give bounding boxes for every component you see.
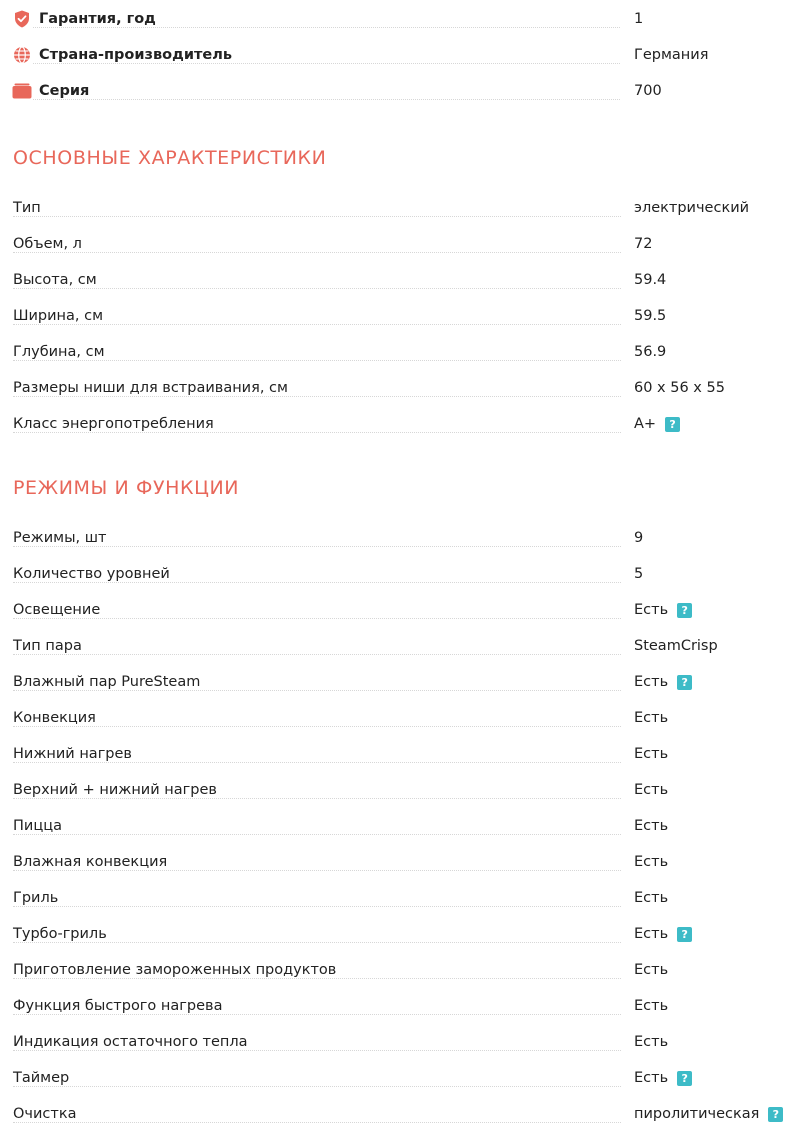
spec-label: Объем, л bbox=[13, 236, 90, 252]
spec-row bbox=[0, 556, 789, 592]
dotted-leader bbox=[13, 654, 621, 655]
spec-page bbox=[0, 1, 789, 1132]
spec-value: 59.4 bbox=[634, 272, 667, 288]
spec-label: Верхний + нижний нагрев bbox=[13, 782, 225, 798]
dotted-leader bbox=[13, 942, 621, 943]
spec-row-series bbox=[0, 73, 789, 109]
spec-label: Индикация остаточного тепла bbox=[13, 1034, 256, 1050]
spec-value-cell bbox=[634, 226, 652, 262]
dotted-leader bbox=[13, 978, 621, 979]
spec-row bbox=[0, 844, 789, 880]
spec-label: Страна-производитель bbox=[39, 47, 240, 63]
dotted-leader bbox=[13, 618, 621, 619]
spec-value: 56.9 bbox=[634, 344, 667, 360]
spec-row-warranty bbox=[0, 1, 789, 37]
spec-value: Есть bbox=[634, 890, 669, 906]
spec-value: 9 bbox=[634, 530, 644, 546]
dotted-leader bbox=[13, 432, 621, 433]
spec-value: Есть bbox=[634, 746, 669, 762]
help-tooltip-icon[interactable]: ? bbox=[665, 417, 680, 432]
spec-row bbox=[0, 370, 789, 406]
help-tooltip-icon[interactable]: ? bbox=[677, 1071, 692, 1086]
spec-label: Серия bbox=[39, 83, 97, 99]
spec-value-cell bbox=[634, 190, 749, 226]
spec-row bbox=[0, 952, 789, 988]
spec-row bbox=[0, 592, 789, 628]
spec-label: Нижний нагрев bbox=[13, 746, 140, 762]
dotted-leader bbox=[13, 834, 621, 835]
spec-row-country bbox=[0, 37, 789, 73]
spec-row bbox=[0, 664, 789, 700]
spec-value: 5 bbox=[634, 566, 644, 582]
spec-value-cell bbox=[634, 808, 668, 844]
spec-value: SteamCrisp bbox=[634, 638, 718, 654]
spec-label: Очистка bbox=[13, 1106, 84, 1122]
dotted-leader bbox=[13, 396, 621, 397]
spec-label: Высота, см bbox=[13, 272, 105, 288]
spec-label: Функция быстрого нагрева bbox=[13, 998, 230, 1014]
dotted-leader bbox=[13, 1014, 621, 1015]
spec-value: 700 bbox=[634, 83, 662, 99]
section-modes-functions bbox=[0, 473, 789, 1132]
dotted-leader bbox=[13, 216, 621, 217]
spec-value: пиролитическая bbox=[634, 1106, 760, 1122]
spec-label: Освещение bbox=[13, 602, 108, 618]
spec-value-cell bbox=[634, 952, 668, 988]
spec-value: 72 bbox=[634, 236, 653, 252]
spec-value: А+ bbox=[634, 416, 657, 432]
spec-value: Есть bbox=[634, 926, 669, 942]
dotted-leader bbox=[13, 870, 621, 871]
spec-label: Гарантия, год bbox=[39, 11, 164, 27]
spec-value: Есть bbox=[634, 962, 669, 978]
spec-list bbox=[0, 520, 789, 1132]
spec-row bbox=[0, 262, 789, 298]
spec-value: Есть bbox=[634, 1070, 669, 1086]
dotted-leader bbox=[13, 546, 621, 547]
spec-value-cell bbox=[634, 844, 668, 880]
spec-label: Ширина, см bbox=[13, 308, 111, 324]
spec-label: Режимы, шт bbox=[13, 530, 114, 546]
spec-value: Есть bbox=[634, 710, 669, 726]
help-tooltip-icon[interactable]: ? bbox=[677, 675, 692, 690]
spec-value-cell bbox=[634, 556, 643, 592]
dotted-leader bbox=[13, 252, 621, 253]
spec-row bbox=[0, 190, 789, 226]
help-tooltip-icon[interactable]: ? bbox=[677, 927, 692, 942]
spec-value-cell bbox=[634, 664, 692, 700]
spec-value: 60 х 56 х 55 bbox=[634, 380, 725, 396]
spec-value-cell bbox=[634, 334, 666, 370]
spec-row bbox=[0, 772, 789, 808]
spec-value: Есть bbox=[634, 782, 669, 798]
dotted-leader bbox=[12, 27, 620, 28]
spec-label: Гриль bbox=[13, 890, 66, 906]
spec-value-cell bbox=[634, 592, 692, 628]
spec-list bbox=[0, 190, 789, 442]
spec-value: Есть bbox=[634, 1034, 669, 1050]
spec-row bbox=[0, 880, 789, 916]
spec-value: Есть bbox=[634, 674, 669, 690]
key-specs bbox=[0, 1, 789, 109]
spec-value-cell bbox=[634, 1096, 783, 1132]
spec-row bbox=[0, 1096, 789, 1132]
globe-icon bbox=[12, 45, 32, 65]
spec-value: Есть bbox=[634, 602, 669, 618]
dotted-leader bbox=[13, 582, 621, 583]
spec-value-cell bbox=[634, 880, 668, 916]
spec-row bbox=[0, 334, 789, 370]
spec-value-cell bbox=[634, 916, 692, 952]
spec-label: Пицца bbox=[13, 818, 70, 834]
dotted-leader bbox=[13, 1086, 621, 1087]
spec-value-cell bbox=[634, 628, 718, 664]
spec-value-cell bbox=[634, 736, 668, 772]
spec-row bbox=[0, 1060, 789, 1096]
spec-row bbox=[0, 916, 789, 952]
spec-label: Влажная конвекция bbox=[13, 854, 175, 870]
dotted-leader bbox=[13, 906, 621, 907]
dotted-leader bbox=[13, 1122, 621, 1123]
spec-label: Конвекция bbox=[13, 710, 104, 726]
spec-label: Влажный пар PureSteam bbox=[13, 674, 208, 690]
dotted-leader bbox=[13, 360, 621, 361]
spec-row bbox=[0, 406, 789, 442]
spec-value: Есть bbox=[634, 854, 669, 870]
help-tooltip-icon[interactable]: ? bbox=[677, 603, 692, 618]
section-title: ОСНОВНЫЕ ХАРАКТЕРИСТИКИ bbox=[13, 147, 327, 169]
spec-value: Германия bbox=[634, 47, 709, 63]
spec-row bbox=[0, 226, 789, 262]
spec-value: 59.5 bbox=[634, 308, 667, 324]
dotted-leader bbox=[12, 99, 620, 100]
dotted-leader bbox=[12, 63, 620, 64]
spec-value-cell bbox=[634, 262, 666, 298]
spec-label: Количество уровней bbox=[13, 566, 178, 582]
spec-label: Турбо-гриль bbox=[13, 926, 115, 942]
dotted-leader bbox=[13, 726, 621, 727]
spec-value-cell bbox=[634, 1060, 692, 1096]
spec-row bbox=[0, 520, 789, 556]
dotted-leader bbox=[13, 690, 621, 691]
spec-value-cell bbox=[634, 520, 643, 556]
spec-label: Размеры ниши для встраивания, см bbox=[13, 380, 296, 396]
spec-label: Таймер bbox=[13, 1070, 77, 1086]
spec-row bbox=[0, 1024, 789, 1060]
spec-value: электрический bbox=[634, 200, 750, 216]
spec-value: Есть bbox=[634, 998, 669, 1014]
spec-row bbox=[0, 700, 789, 736]
section-main-characteristics bbox=[0, 143, 789, 442]
spec-value: Есть bbox=[634, 818, 669, 834]
spec-value-cell bbox=[634, 988, 668, 1024]
shield-check-icon bbox=[12, 9, 32, 29]
spec-row bbox=[0, 808, 789, 844]
spec-row bbox=[0, 736, 789, 772]
dotted-leader bbox=[13, 288, 621, 289]
dotted-leader bbox=[13, 324, 621, 325]
spec-value-cell bbox=[634, 298, 666, 334]
spec-row bbox=[0, 988, 789, 1024]
spec-label: Глубина, см bbox=[13, 344, 113, 360]
spec-value-cell bbox=[634, 700, 668, 736]
spec-row bbox=[0, 628, 789, 664]
spec-label: Тип пара bbox=[13, 638, 90, 654]
spec-label: Класс энергопотребления bbox=[13, 416, 222, 432]
spec-value-cell bbox=[634, 772, 668, 808]
spec-value: 1 bbox=[634, 11, 644, 27]
spec-value-cell bbox=[634, 1024, 668, 1060]
series-box-icon bbox=[12, 81, 32, 101]
spec-label: Тип bbox=[13, 200, 49, 216]
section-title: РЕЖИМЫ И ФУНКЦИИ bbox=[13, 477, 240, 499]
spec-value-cell bbox=[634, 370, 725, 406]
spec-row bbox=[0, 298, 789, 334]
dotted-leader bbox=[13, 798, 621, 799]
dotted-leader bbox=[13, 762, 621, 763]
spec-value-cell bbox=[634, 406, 680, 442]
help-tooltip-icon[interactable]: ? bbox=[768, 1107, 783, 1122]
spec-label: Приготовление замороженных продуктов bbox=[13, 962, 344, 978]
dotted-leader bbox=[13, 1050, 621, 1051]
